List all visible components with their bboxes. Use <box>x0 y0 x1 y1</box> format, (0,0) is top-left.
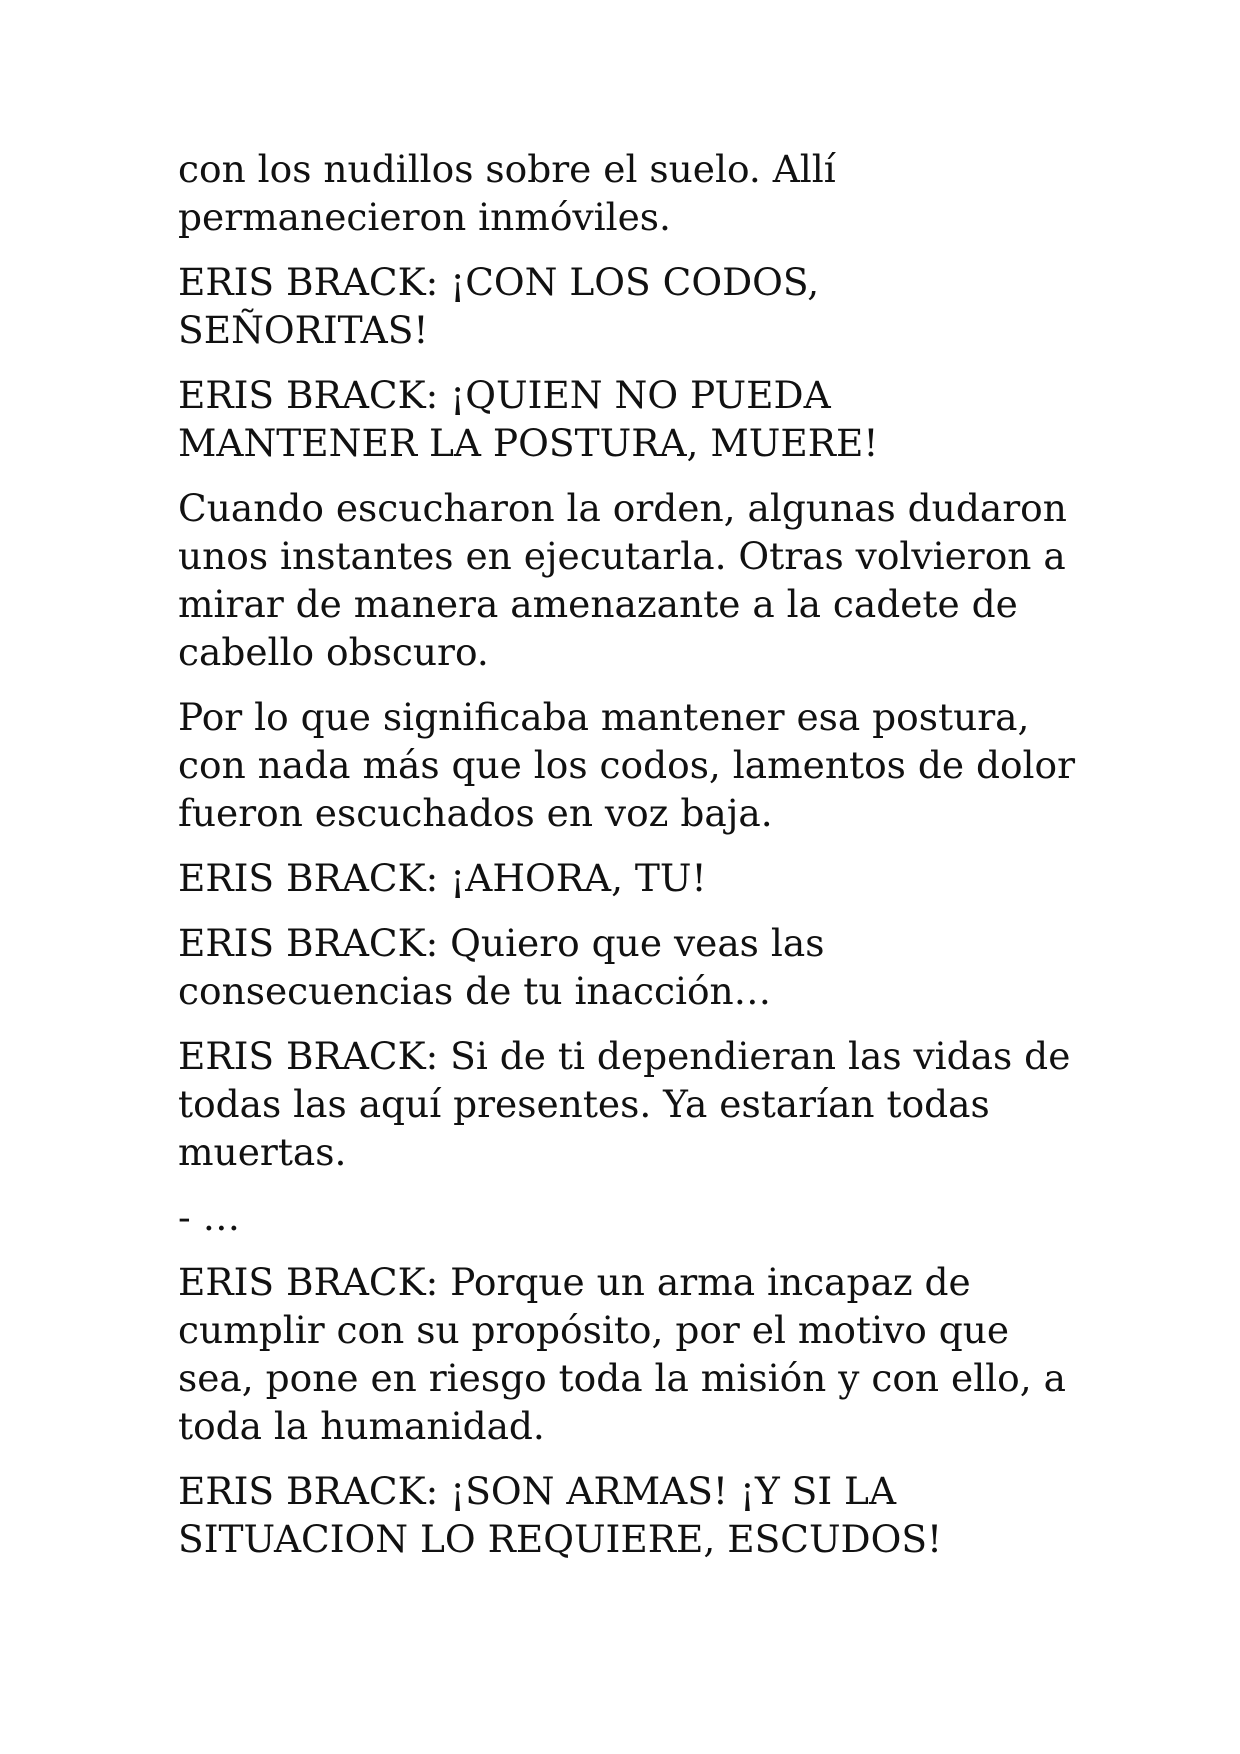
paragraph-3: Por lo que significaba mantener esa postura, con nada más que los codos, lamentos de dolor fueron escuchados en voz baja. <box>178 695 1076 835</box>
body-text <box>178 145 1078 1580</box>
paragraph-1: con los nudillos sobre el suelo. Allí permanecieron inmóviles. <box>178 147 836 239</box>
dialogue-line-3: ERIS BRACK: ¡AHORA, TU! <box>178 856 707 900</box>
dialogue-line-2: ERIS BRACK: ¡QUIEN NO PUEDA MANTENER LA POSTURA, MUERE! <box>178 373 879 465</box>
dialogue-line-7: ERIS BRACK: Porque un arma incapaz de cumplir con su propósito, por el motivo que sea, pone en riesgo toda la misión y con ello, a toda la humanidad. <box>178 1260 1066 1448</box>
dialogue-line-8: ERIS BRACK: ¡SON ARMAS! ¡Y SI LA SITUACION LO REQUIERE, ESCUDOS! <box>178 1469 943 1561</box>
dialogue-line-4: ERIS BRACK: Quiero que veas las consecuencias de tu inacción… <box>178 921 825 1013</box>
dialogue-line-5: ERIS BRACK: Si de ti dependieran las vidas de todas las aquí presentes. Ya estarían todas muertas. <box>178 1034 1071 1174</box>
paragraph-2: Cuando escucharon la orden, algunas dudaron unos instantes en ejecutarla. Otras volvieron a mirar de manera amenazante a la cadete de cabello obscuro. <box>178 486 1067 674</box>
dialogue-line-6: - … <box>178 1195 241 1239</box>
dialogue-line-1: ERIS BRACK: ¡CON LOS CODOS, SEÑORITAS! <box>178 260 820 352</box>
